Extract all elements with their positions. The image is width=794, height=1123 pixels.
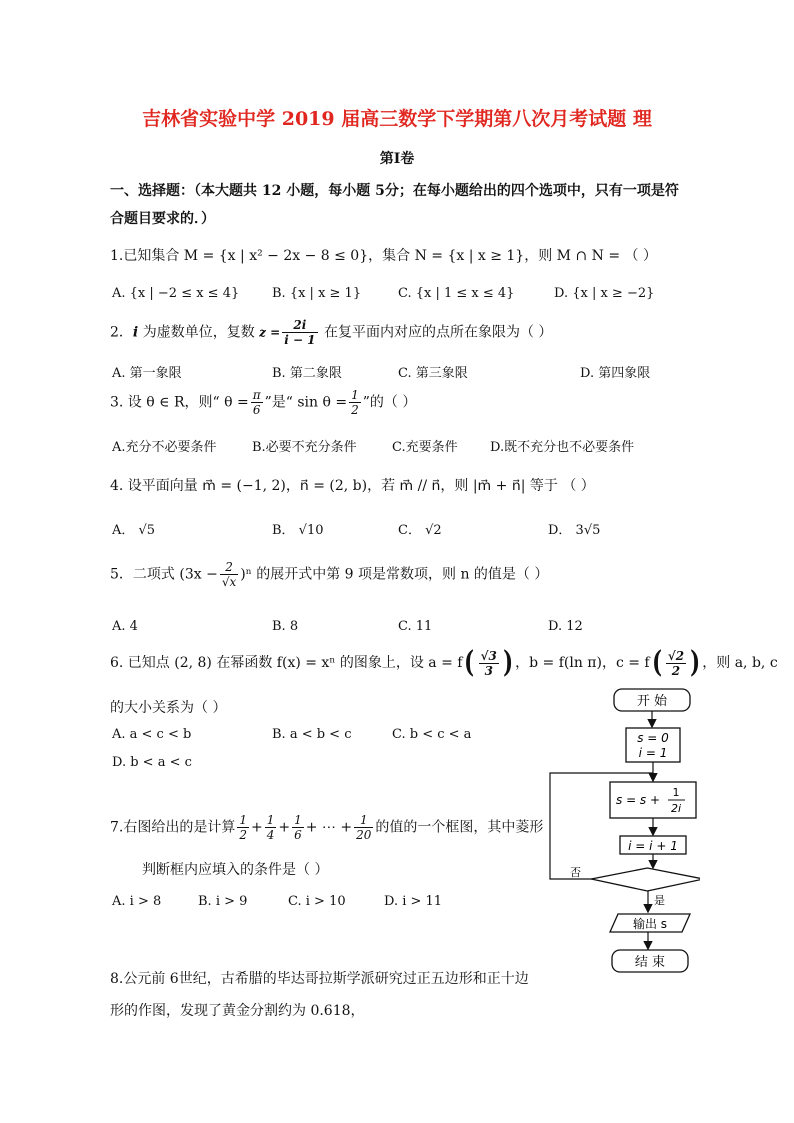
question-1-option-c: C. {x | 1 ≤ x ≤ 4} (398, 286, 515, 301)
question-3-option-d: D.既不充分也不必要条件 (490, 440, 635, 455)
q3-text-b: ”是“ sin θ = (264, 394, 348, 411)
q2-number: 2． (110, 324, 133, 341)
q6-fraction-2 (666, 649, 686, 678)
q6-text-a: 6. 已知点 (2, 8) 在幂函数 f(x) = xⁿ 的图象上，设 a = f (110, 655, 463, 671)
q7-t2-den: 4 (266, 828, 275, 842)
q5-text-a: 5．二项式 (3x − (110, 566, 218, 583)
question-1-option-b: B. {x | x ≥ 1} (272, 286, 362, 301)
q7-t3-den: 6 (294, 828, 302, 842)
question-7-option-b: B. i > 9 (198, 894, 248, 909)
q3-fraction-2 (349, 388, 361, 417)
question-3-stem (110, 388, 416, 417)
q6-paren-close-1: ) (503, 645, 513, 680)
q5-frac-den: √x (221, 575, 237, 589)
question-3-option-a: A.充分不必要条件 (112, 440, 217, 455)
question-7-stem (110, 813, 543, 842)
q6-paren-open-1: ( (464, 645, 475, 680)
question-5-stem (110, 560, 548, 589)
q6-frac2-den: 2 (671, 663, 681, 678)
question-3-option-c: C.充要条件 (392, 440, 458, 455)
q7-term-4 (354, 813, 373, 842)
question-8-stem-line1: 8.公元前 6世纪，古希腊的毕达哥拉斯学派研究过正五边形和正十边 (110, 971, 529, 987)
q3-text-a: 3. 设 θ ∈ R，则“ θ = (110, 394, 249, 411)
question-5-option-c: C. 11 (398, 619, 433, 634)
q3-frac2-num: 1 (351, 388, 359, 402)
q5-fraction (220, 560, 238, 589)
q5-frac-num: 2 (220, 560, 238, 575)
q6-frac1-den: 3 (484, 663, 493, 678)
question-2-option-b: B. 第二象限 (272, 366, 342, 381)
q7-t1-num: 1 (239, 813, 247, 827)
q2-fraction (282, 318, 317, 347)
q7-text-b: 的值的一个框图，其中菱形 (375, 819, 544, 836)
flowchart-update-i-text: i = i + 1 (628, 839, 678, 853)
question-7-option-c: C. i > 10 (288, 894, 346, 909)
question-6-option-d: D. b < a < c (112, 755, 192, 770)
q6-text-b: ，b = f(ln π)，c = f (515, 655, 650, 671)
question-5-option-d: D. 12 (548, 619, 583, 634)
q2-z: z = (259, 325, 281, 340)
q2-text: 为虚数单位，复数 (138, 324, 260, 341)
flowchart-decision-diamond (591, 868, 700, 891)
question-4-option-b: B． √10 (272, 523, 324, 538)
q3-frac1-den: 6 (252, 403, 261, 417)
question-7-option-a: A. i > 8 (112, 894, 162, 909)
question-3-option-b: B.必要不充分条件 (252, 440, 357, 455)
question-6-option-a: A. a < c < b (112, 727, 192, 742)
q6-frac2-num: √2 (667, 648, 685, 663)
section-heading-line2: 合题目要求的．） (110, 211, 215, 227)
q7-term-2 (265, 813, 277, 842)
q6-paren-open-2: ( (651, 645, 662, 680)
question-4-option-a: A． √5 (112, 523, 156, 538)
q2-frac-den: i − 1 (284, 333, 316, 347)
question-5-option-b: B. 8 (272, 619, 299, 634)
flowchart-start-label: 开 始 (636, 694, 668, 709)
q2-i-symbol: i (132, 324, 139, 341)
question-2-option-c: C. 第三象限 (398, 366, 468, 381)
q7-t4-den: 20 (356, 828, 372, 842)
flowchart (540, 686, 700, 978)
q2-frac-num: 2i (282, 318, 317, 333)
question-1-stem: 1.已知集合 M = {x | x² − 2x − 8 ≤ 0}，集合 N = {x | x ≥ 1}，则 M ∩ N = （ ） (110, 248, 657, 264)
flowchart-update-frac-den: 2i (670, 802, 682, 815)
section-heading-line1: 一、选择题：（本大题共 12 小题，每小题 5分；在每小题给出的四个选项中，只有一项是符 (110, 183, 679, 199)
flowchart-init-i: i = 1 (638, 746, 668, 760)
flowchart-no-label: 否 (570, 866, 581, 879)
q6-text-c: ，则 a, b, c (702, 655, 778, 671)
question-5-option-a: A. 4 (112, 619, 138, 634)
flowchart-update-frac-num: 1 (672, 786, 680, 799)
q3-frac1-num: π (252, 388, 261, 402)
q7-t2-num: 1 (266, 813, 275, 827)
page-title: 吉林省实验中学 2019 届高三数学下学期第八次月考试题 理 (142, 108, 652, 130)
q6-frac1-num: √3 (480, 648, 497, 663)
flowchart-yes-label: 是 (654, 894, 665, 907)
q7-t4-num: 1 (354, 813, 373, 828)
q7-plus-2: + (278, 819, 291, 836)
q5-text-b: )ⁿ 的展开式中第 9 项是常数项，则 n 的值是（ ） (240, 566, 549, 583)
flowchart-update-s-text: s = s + (616, 793, 661, 807)
q7-term-1 (237, 813, 249, 842)
question-7-stem-line2: 判断框内应填入的条件是（ ） (142, 862, 329, 878)
question-6-stem-line2: 的大小关系为（ ） (110, 700, 227, 716)
flowchart-output-label: 输出 s (632, 917, 668, 931)
q7-term-3 (292, 813, 304, 842)
q6-fraction-1 (479, 649, 499, 678)
q7-t1-den: 2 (239, 828, 247, 842)
q3-text-c: ”的（ ） (362, 394, 417, 411)
question-6-option-b: B. a < b < c (272, 727, 352, 742)
q7-t3-num: 1 (294, 813, 302, 827)
question-4-option-c: C． √2 (398, 523, 442, 538)
q6-paren-close-2: ) (690, 645, 701, 680)
question-1-option-a: A. {x | −2 ≤ x ≤ 4} (112, 286, 240, 301)
question-7-option-d: D. i > 11 (384, 894, 443, 909)
flowchart-end-label: 结 束 (634, 955, 666, 970)
question-2-option-d: D. 第四象限 (580, 366, 651, 381)
q2-text-end: 在复平面内对应的点所在象限为（ ） (319, 324, 553, 341)
question-4-stem: 4. 设平面向量 m⃗ = (−1, 2)，n⃗ = (2, b)，若 m⃗ // n⃗，则 |m⃗ + n⃗| 等于 （ ） (110, 478, 595, 494)
q7-text-a: 7.右图给出的是计算 (110, 819, 236, 836)
q7-plus-1: + (251, 819, 263, 836)
question-2-stem (110, 318, 552, 347)
question-6-option-c: C. b < c < a (392, 727, 472, 742)
question-6-stem (110, 645, 778, 680)
question-4-option-d: D． 3√5 (548, 523, 601, 538)
q3-fraction-1 (251, 388, 263, 417)
question-8-stem-line2: 形的作图，发现了黄金分割约为 0.618， (110, 1003, 365, 1019)
q7-ellipsis: + ⋯ + (305, 819, 353, 836)
question-1-option-d: D. {x | x ≥ −2} (554, 286, 655, 301)
q3-frac2-den: 2 (351, 403, 359, 417)
question-2-option-a: A. 第一象限 (112, 366, 182, 381)
flowchart-init-s: s = 0 (637, 731, 669, 745)
part-label: 第Ⅰ卷 (379, 151, 415, 167)
